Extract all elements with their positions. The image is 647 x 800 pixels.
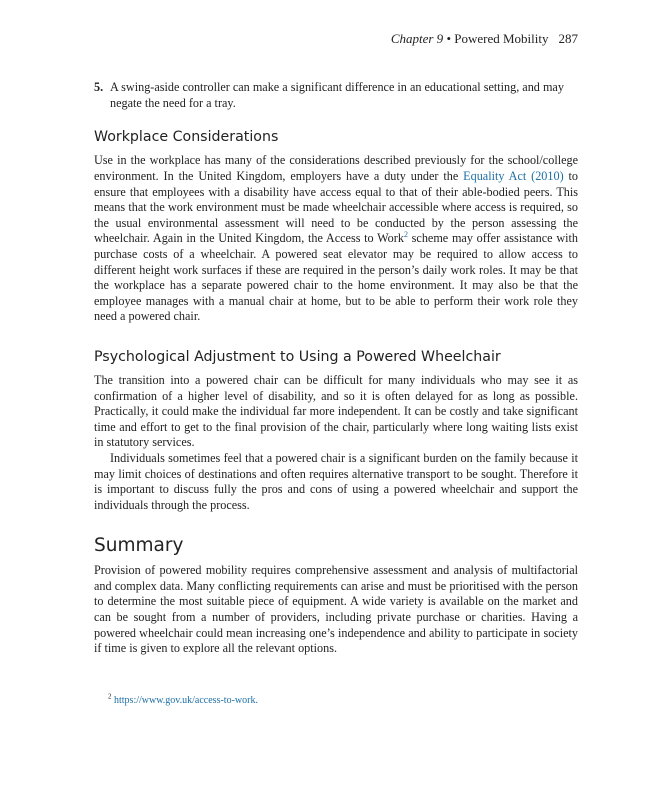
equality-act-link[interactable]: Equality Act (2010) — [463, 169, 564, 183]
header-separator: • — [443, 31, 455, 46]
psychological-paragraph-1: The transition into a powered chair can be difficult for many individuals who may see it as confirmation of a higher level of disability, and so it is often delayed for as long as possible. Practically, it could make the individual far more independent. It can be costly and take significant time and effort to get to the final provision of the chair, particularly where long waiting lists exist in statutory services. — [94, 372, 578, 450]
summary-heading: Summary — [94, 535, 184, 557]
footnote-reference[interactable]: 2 — [403, 230, 408, 240]
section-title: Powered Mobility — [454, 31, 549, 46]
workplace-paragraph — [94, 153, 578, 325]
workplace-text-a: Use in the workplace has many of the considerations described previously for the school/college environment. In the United Kingdom, employers have a duty under the — [94, 153, 578, 183]
psychological-heading: Psychological Adjustment to Using a Powered Wheelchair — [94, 348, 501, 365]
chapter-label: Chapter 9 — [390, 31, 444, 46]
page-number: 287 — [558, 31, 578, 46]
list-number: 5. — [94, 80, 104, 94]
running-header — [391, 31, 578, 47]
workplace-text-b: to ensure that employees with a disability have access equal to that of their able-bodied peers. This means that the work environment must be made wheelchair accessible where access is required, so the usual environmental assessment will need to be conducted by the person assessing the wheelchair. Again in the United Kingdom, the Access to Work — [94, 169, 579, 246]
summary-paragraph: Provision of powered mobility requires comprehensive assessment and analysis of multifactorial and complex data. Many conflicting requirements can arise and must be prioritised with the person to determine the most suitable piece of equipment. A wide variety is available on the market and can be sought from a number of providers, including private purchase or charities. Having a powered wheelchair could mean increasing one’s independence and ability to participate in society if time is given to explore all the relevant options. — [94, 563, 578, 656]
workplace-text-c: scheme may offer assistance with purchase costs of a wheelchair. A powered seat elevator may be required to allow access to different height work surfaces if these are required in the person’s daily work roles. It may be that the workplace has a separate powered chair to the home environment. It may also be that the employee manages with a manual chair at home, but to be able to perform their work role they need a powered chair. — [94, 231, 578, 324]
page-content — [94, 79, 578, 657]
psychological-paragraph-2: Individuals sometimes feel that a powered chair is a significant burden on the family because it may limit choices of destinations and often requires alternative transport to be sought. Therefore it is important to discuss fully the pros and cons of using a powered wheelchair and support the individuals through the process. — [94, 450, 578, 512]
numbered-list-item — [94, 79, 578, 111]
footnote-url-link[interactable]: https://www.gov.uk/access-to-work. — [114, 695, 258, 706]
footnote-mark: 2 — [108, 692, 112, 701]
footnote — [108, 692, 258, 706]
workplace-heading: Workplace Considerations — [94, 129, 279, 146]
list-item-text: A swing-aside controller can make a significant difference in an educational setting, and may negate the need for a tray. — [110, 80, 564, 111]
